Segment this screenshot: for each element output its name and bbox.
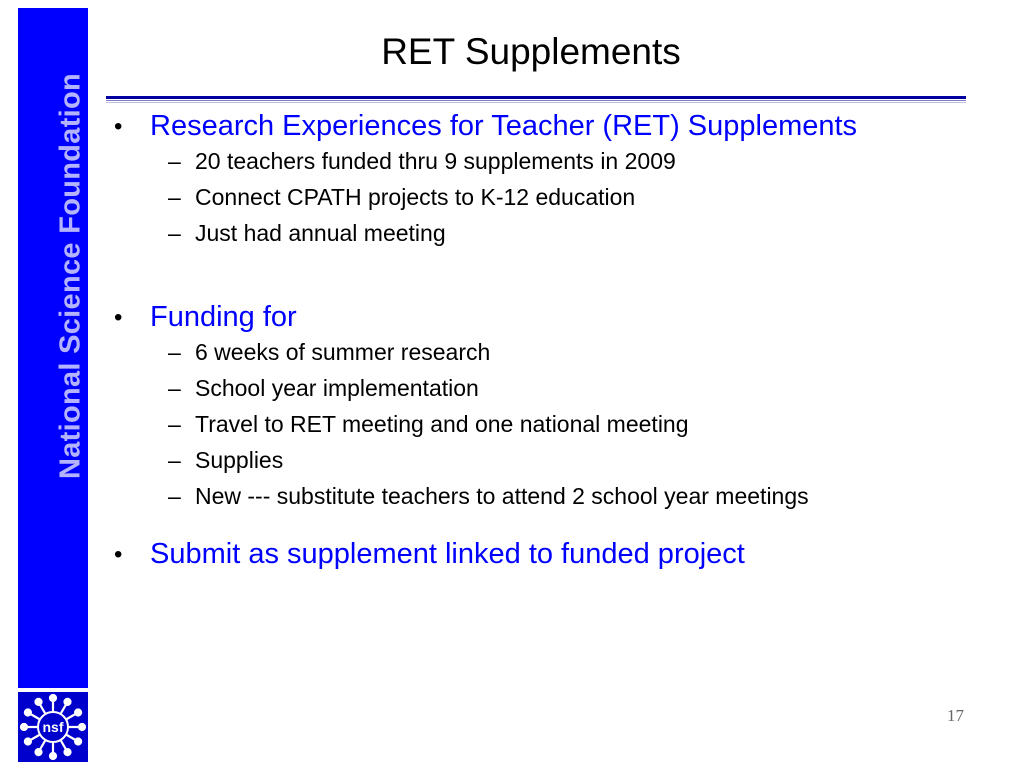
sidebar-label: National Science Foundation [54,72,87,480]
sub-dash: – [168,220,181,246]
bullet-text: Submit as supplement linked to funded project [150,538,745,570]
title-rule [106,96,966,99]
sub-item [110,183,960,211]
slide-body [110,110,960,571]
bullet-submit-supplement [110,538,960,571]
sub-text: Supplies [195,447,284,473]
sub-text: 20 teachers funded thru 9 supplements in 2009 [195,148,676,174]
slide-title: RET Supplements [381,31,681,72]
sub-item [110,374,960,402]
nsf-logo-icon [18,692,88,762]
bullet-ret-supplements [110,110,960,143]
title-rule-shadow-light [106,102,966,103]
sub-list [110,338,960,510]
sub-dash: – [168,148,181,174]
sub-text: Travel to RET meeting and one national meeting [195,411,689,437]
sub-text: School year implementation [195,375,479,401]
sub-dash: – [168,411,181,437]
sub-dash: – [168,447,181,473]
bullet-dot: • [114,113,123,140]
bullet-text: Research Experiences for Teacher (RET) Supplements [150,110,858,142]
sub-list [110,147,960,247]
title-rule-shadow [106,100,966,101]
sub-text: Just had annual meeting [195,220,446,246]
sub-item [110,482,960,510]
sub-text: 6 weeks of summer research [195,339,491,365]
sub-item [110,147,960,175]
sub-dash: – [168,184,181,210]
sub-dash: – [168,375,181,401]
sub-item [110,446,960,474]
bullet-text: Funding for [150,301,297,333]
sidebar-band [18,8,88,688]
sub-text: Connect CPATH projects to K-12 education [195,184,636,210]
sub-text: New --- substitute teachers to attend 2 school year meetings [195,483,809,509]
sub-item [110,338,960,366]
bullet-dot: • [114,304,123,331]
sub-dash: – [168,339,181,365]
sub-item [110,410,960,438]
page-number: 17 [947,706,964,725]
sub-item [110,219,960,247]
bullet-dot: • [114,541,123,568]
nsf-logo-text: nsf [42,719,64,735]
nsf-logo [18,692,88,762]
bullet-funding-for [110,301,960,334]
sub-dash: – [168,483,181,509]
